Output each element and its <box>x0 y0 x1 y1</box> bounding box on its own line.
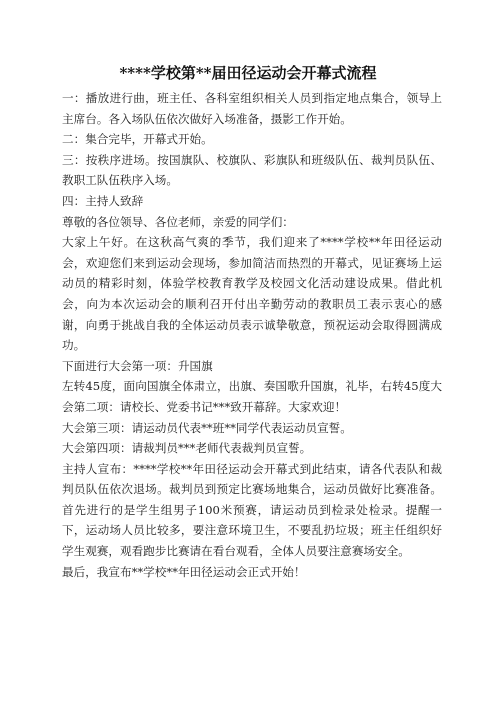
paragraph-step-one: 一：播放进行曲，班主任、各科室组织相关人员到指定地点集合，领导上主席台。各入场队伍依次做好入场准备，摄影工作开始。 <box>62 91 442 126</box>
paragraph-step-four: 四：主持人致辞 <box>62 193 144 208</box>
paragraph-item-three: 大会第三项：请运动员代表**班**同学代表运动员宣誓。 <box>62 420 352 435</box>
paragraph-welcome-speech: 大家上午好。在这秋高气爽的季节，我们迎来了****学校**年田径运动会，欢迎您们来到运动会现场，参加简洁而热烈的开幕式，见证赛场上运动员的精彩时刻，体验学校教育教学及校园文化活动建设成果。借此机会，向为本次运动会的顺利召开付出辛勤劳动的教职员工表示衷心的感谢，向勇于挑战自我的全体运动员表示诚挚敬意，预祝运动会取得圆满成功。 <box>62 235 442 353</box>
paragraph-closing: 最后，我宣布**学校**年田径运动会正式开始！ <box>62 564 306 579</box>
paragraph-flag-raising: 左转45度，面向国旗全体肃立，出旗、奏国歌升国旗，礼毕，右转45度大会第二项：请校长、党委书记***致开幕辞。大家欢迎！ <box>62 379 442 414</box>
paragraph-step-two: 二：集合完毕，开幕式开始。 <box>62 132 213 147</box>
paragraph-step-three: 三：按秩序进场。按国旗队、校旗队、彩旗队和班级队伍、裁判员队伍、教职工队伍秩序入场。 <box>62 152 442 188</box>
document-title: ****学校第**届田径运动会开幕式流程 <box>119 64 377 82</box>
paragraph-greeting: 尊敬的各位领导、各位老师，亲爱的同学们： <box>62 214 294 229</box>
paragraph-host-announcement: 主持人宣布：****学校**年田径运动会开幕式到此结束，请各代表队和裁判员队伍依次退场。裁判员到预定比赛场地集合，运动员做好比赛准备。首先进行的是学生组男子100米预赛，请运动员到检录处检录。提醒一下，运动场人员比较多，要注意环境卫生，不要乱扔垃圾；班主任组织好学生观赛，观看跑步比赛请在看台观看，全体人员要注意赛场安全。 <box>62 461 442 559</box>
paragraph-item-four: 大会第四项：请裁判员***老师代表裁判员宣誓。 <box>62 441 312 456</box>
document-body <box>62 88 442 582</box>
paragraph-item-one: 下面进行大会第一项：升国旗 <box>62 358 213 373</box>
